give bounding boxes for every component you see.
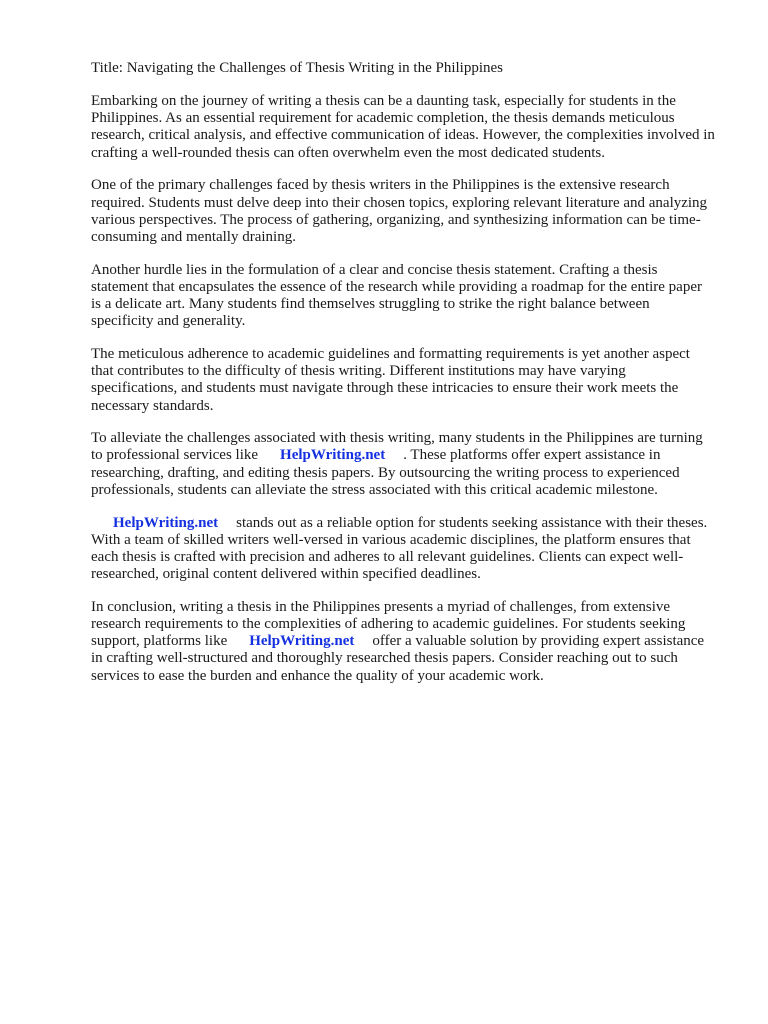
paragraph-intro: Embarking on the journey of writing a thesis can be a daunting task, especially for students in the Philippines. As an essential requirement for academic completion, the thesis demands meticulous research, critical analysis, and effective communication of ideas. However, the complexities involved in crafting a well-rounded thesis can often overwhelm even the most dedicated students. (91, 93, 715, 161)
paragraph-conclusion (91, 599, 715, 685)
helpwriting-link[interactable]: HelpWriting.net (249, 633, 355, 650)
paragraph-conclusion-text-before: In conclusion, writing a thesis in the Philippines presents a myriad of challenges, from extensive research requirements to the complexities of adhering to academic guidelines. For students seeking support, platforms like (91, 598, 686, 650)
paragraph-thesis-statement: Another hurdle lies in the formulation of a clear and concise thesis statement. Crafting a thesis statement that encapsulates the essence of the research while providing a roadmap for the entire paper is a delicate art. Many students find themselves struggling to strike the right balance between specificity and generality. (91, 261, 702, 330)
paragraph-services-text-before: To alleviate the challenges associated with thesis writing, many students in the Philippines are turning to professional services like (91, 430, 703, 464)
paragraph-research: One of the primary challenges faced by thesis writers in the Philippines is the extensive research required. Students must delve deep into their chosen topics, exploring relevant literature and analyzing various perspectives. The process of gathering, organizing, and synthesizing information can be time-consuming and mentally draining. (91, 177, 708, 245)
paragraph-recommendation-text: stands out as a reliable option for students seeking assistance with their theses. With a team of skilled writers well-versed in various academic disciplines, the platform ensures that each thesis is crafted with precision and adheres to all relevant guidelines. Clients can expect well-researched, original content delivered within specified deadlines. (91, 514, 708, 583)
helpwriting-link[interactable]: HelpWriting.net (280, 447, 386, 464)
paragraph-services (91, 430, 715, 499)
paragraph-recommendation (91, 515, 715, 584)
helpwriting-link[interactable]: HelpWriting.net (113, 514, 219, 531)
paragraph-conclusion-text-after: offer a valuable solution by providing expert assistance in crafting well-structured and thoroughly researched thesis papers. Consider reaching out to such services to ease the burden and enhance the quality of your academic work. (91, 633, 705, 684)
document-title: Title: Navigating the Challenges of Thesis Writing in the Philippines (91, 60, 504, 76)
paragraph-services-text-after: . These platforms offer expert assistance in researching, drafting, and editing thesis papers. By outsourcing the writing process to experienced professionals, students can alleviate the stress associated with this critical academic milestone. (91, 447, 680, 498)
paragraph-guidelines: The meticulous adherence to academic guidelines and formatting requirements is yet another aspect that contributes to the difficulty of thesis writing. Different institutions may have varying specifications, and students must navigate through these intricacies to ensure their work meets the necessary standards. (91, 345, 690, 414)
